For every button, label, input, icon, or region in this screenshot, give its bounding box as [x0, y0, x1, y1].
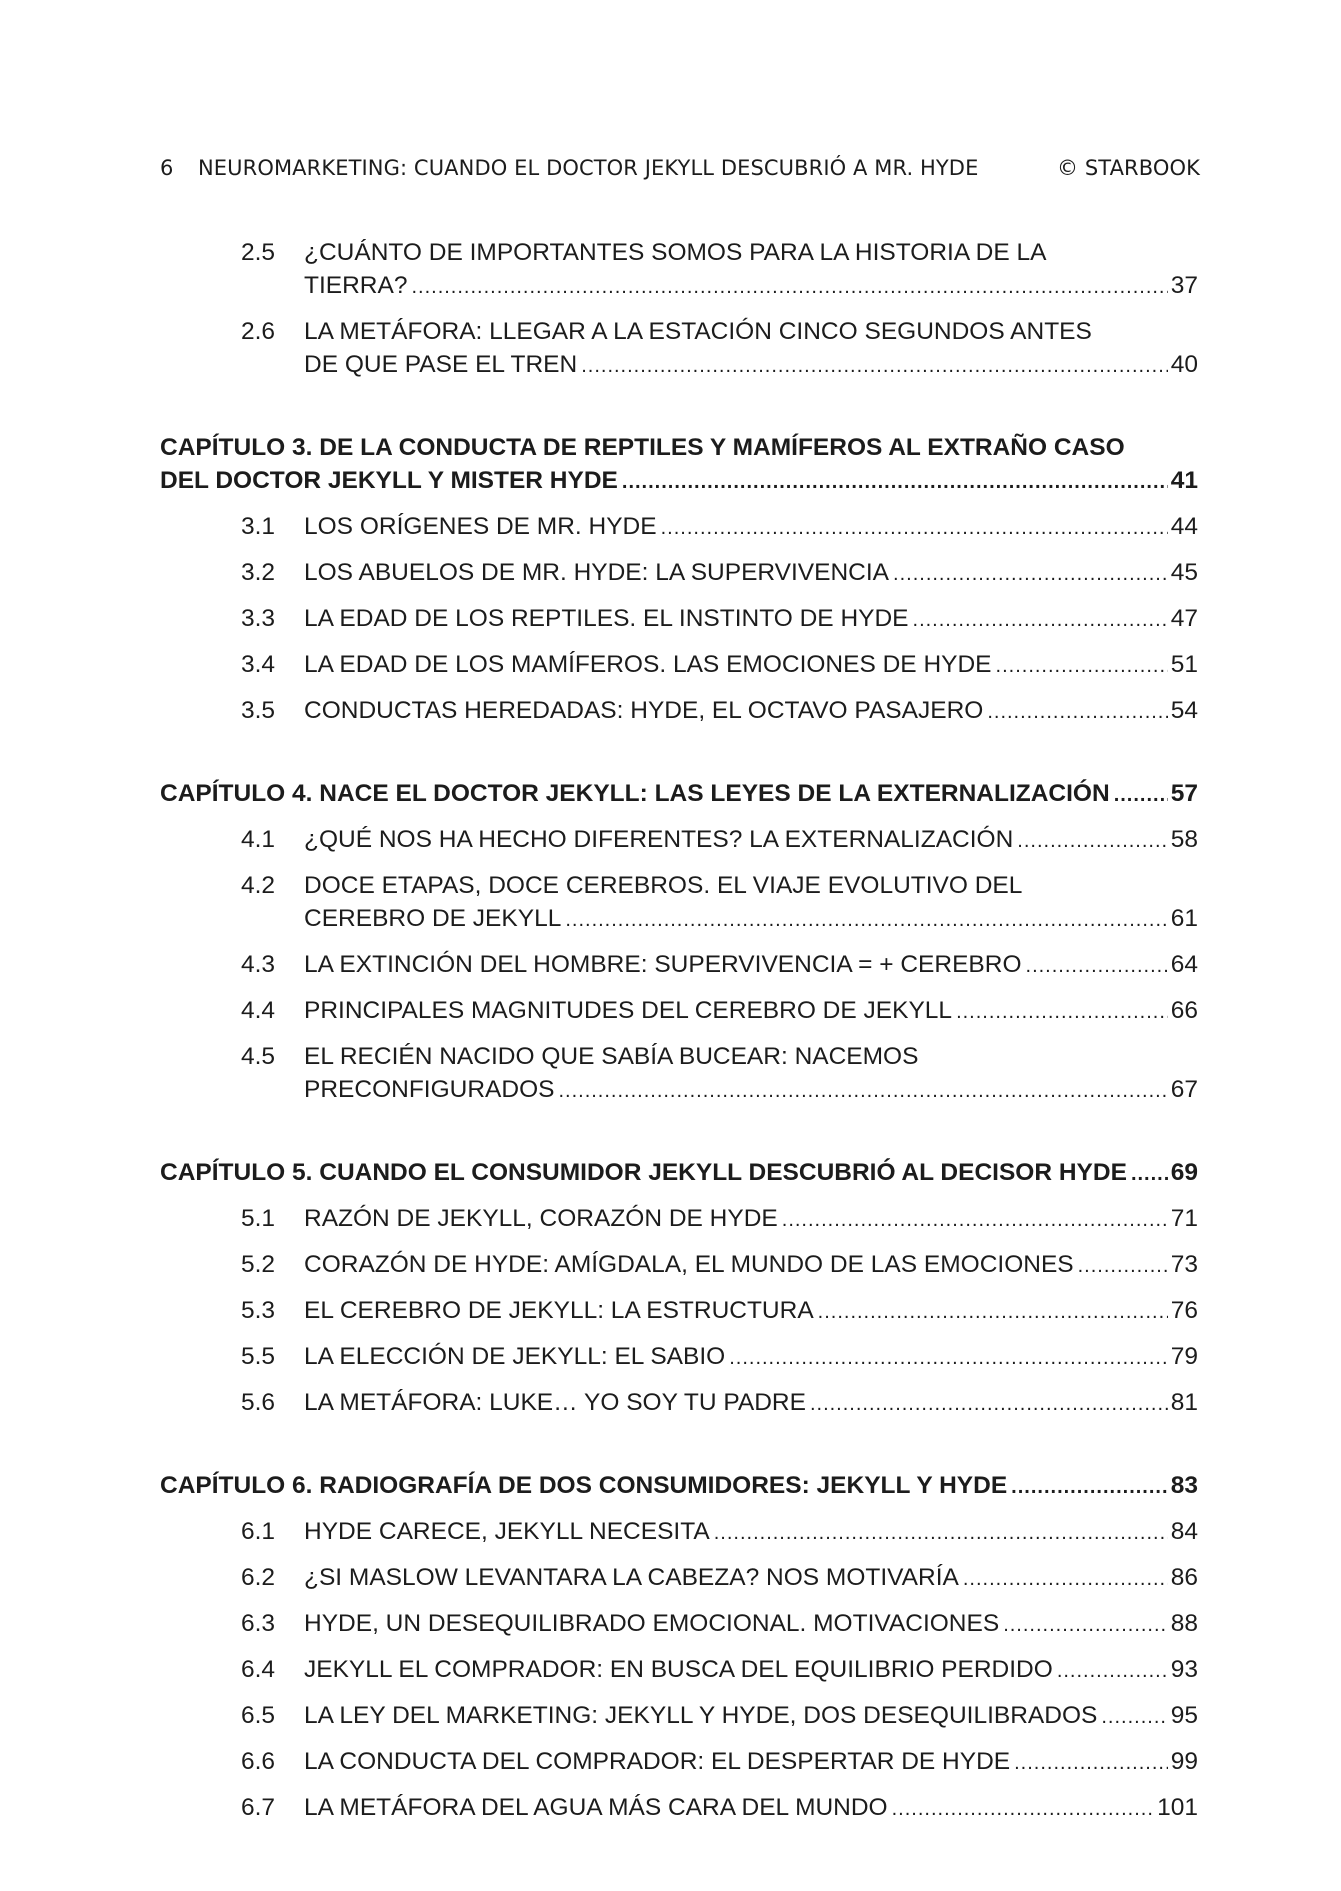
dot-leader	[913, 604, 1168, 637]
section-number: 4.4	[241, 997, 276, 1024]
page-ref: 71	[1170, 1205, 1198, 1232]
section-title: CONDUCTAS HEREDADAS: HYDE, EL OCTAVO PASAJERO	[304, 697, 984, 724]
dot-leader	[581, 350, 1168, 383]
section-title-line-1: ¿CUÁNTO DE IMPORTANTES SOMOS PARA LA HISTORIA DE LA	[304, 239, 1047, 266]
toc-entry-2-6[interactable]	[160, 315, 1198, 383]
toc-entry-3-1[interactable]	[160, 510, 1198, 545]
toc-entry-5-3[interactable]	[160, 1294, 1198, 1329]
section-number: 6.1	[241, 1518, 276, 1545]
page-number: 6	[160, 156, 174, 180]
dot-leader	[782, 1204, 1168, 1237]
publisher-name: © STARBOOK	[1056, 156, 1200, 180]
section-title-line-1: LA METÁFORA: LLEGAR A LA ESTACIÓN CINCO SEGUNDOS ANTES	[304, 318, 1092, 345]
section-number: 6.5	[241, 1702, 276, 1729]
section-title: HYDE, UN DESEQUILIBRADO EMOCIONAL. MOTIVACIONES	[304, 1610, 1000, 1637]
section-number: 6.2	[241, 1564, 276, 1591]
page-ref: 37	[1170, 272, 1198, 299]
section-title-line-2: CEREBRO DE JEKYLL	[304, 905, 562, 932]
section-number: 3.2	[241, 559, 276, 586]
section-number: 4.1	[241, 826, 276, 853]
page-ref: 81	[1170, 1389, 1198, 1416]
section-title: LOS ORÍGENES DE MR. HYDE	[304, 513, 657, 540]
toc-entry-5-2[interactable]	[160, 1248, 1198, 1283]
toc-entry-6-2[interactable]	[160, 1561, 1198, 1596]
section-title: LA LEY DEL MARKETING: JEKYLL Y HYDE, DOS DESEQUILIBRADOS	[304, 1702, 1098, 1729]
dot-leader	[1011, 1471, 1168, 1504]
book-title: NEUROMARKETING: CUANDO EL DOCTOR JEKYLL DESCUBRIÓ A MR. HYDE	[198, 156, 979, 180]
page-ref: 45	[1170, 559, 1198, 586]
dot-leader	[1014, 1747, 1168, 1780]
section-number: 3.3	[241, 605, 276, 632]
section-title: RAZÓN DE JEKYLL, CORAZÓN DE HYDE	[304, 1205, 778, 1232]
dot-leader	[1114, 779, 1168, 812]
page-ref: 51	[1170, 651, 1198, 678]
chapter-title: CAPÍTULO 5. CUANDO EL CONSUMIDOR JEKYLL DESCUBRIÓ AL DECISOR HYDE	[160, 1159, 1127, 1186]
toc-entry-5-6[interactable]	[160, 1386, 1198, 1421]
dot-leader	[1017, 825, 1167, 858]
table-of-contents	[160, 236, 1198, 1837]
dot-leader	[661, 512, 1168, 545]
page-ref: 93	[1170, 1656, 1198, 1683]
section-number: 6.4	[241, 1656, 276, 1683]
dot-leader	[818, 1296, 1168, 1329]
section-title-line-2: TIERRA?	[304, 272, 408, 299]
dot-leader	[987, 696, 1167, 729]
section-number: 2.6	[241, 318, 276, 345]
section-title-line-1: DOCE ETAPAS, DOCE CEREBROS. EL VIAJE EVOLUTIVO DEL	[304, 872, 1023, 899]
toc-entry-3-2[interactable]	[160, 556, 1198, 591]
chapter-title-line-2: DEL DOCTOR JEKYLL Y MISTER HYDE	[160, 467, 618, 494]
section-number: 5.2	[241, 1251, 276, 1278]
section-number: 3.1	[241, 513, 276, 540]
dot-leader	[996, 650, 1168, 683]
toc-entry-3-3[interactable]	[160, 602, 1198, 637]
toc-chapter-6[interactable]	[160, 1469, 1198, 1504]
toc-entry-6-1[interactable]	[160, 1515, 1198, 1550]
dot-leader	[558, 1075, 1167, 1108]
section-title: LA CONDUCTA DEL COMPRADOR: EL DESPERTAR DE HYDE	[304, 1748, 1011, 1775]
toc-entry-4-2[interactable]	[160, 869, 1198, 937]
page-ref: 61	[1170, 905, 1198, 932]
page-ref: 69	[1170, 1159, 1198, 1186]
page-ref: 47	[1170, 605, 1198, 632]
dot-leader	[1078, 1250, 1168, 1283]
section-title: LA EDAD DE LOS MAMÍFEROS. LAS EMOCIONES DE HYDE	[304, 651, 992, 678]
page-ref: 41	[1170, 467, 1198, 494]
section-number: 6.6	[241, 1748, 276, 1775]
page-ref: 95	[1170, 1702, 1198, 1729]
section-title: LOS ABUELOS DE MR. HYDE: LA SUPERVIVENCIA	[304, 559, 890, 586]
page-ref: 79	[1170, 1343, 1198, 1370]
toc-entry-4-5[interactable]	[160, 1040, 1198, 1108]
page-ref: 76	[1170, 1297, 1198, 1324]
toc-entry-6-6[interactable]	[160, 1745, 1198, 1780]
toc-entry-4-4[interactable]	[160, 994, 1198, 1029]
dot-leader	[963, 1563, 1168, 1596]
page-ref: 99	[1170, 1748, 1198, 1775]
dot-leader	[729, 1342, 1168, 1375]
dot-leader	[892, 1793, 1154, 1826]
chapter-title-line-1: CAPÍTULO 3. DE LA CONDUCTA DE REPTILES Y MAMÍFEROS AL EXTRAÑO CASO	[160, 434, 1125, 461]
toc-entry-4-1[interactable]	[160, 823, 1198, 858]
chapter-title: CAPÍTULO 6. RADIOGRAFÍA DE DOS CONSUMIDORES: JEKYLL Y HYDE	[160, 1472, 1008, 1499]
page-ref: 73	[1170, 1251, 1198, 1278]
section-title: LA EDAD DE LOS REPTILES. EL INSTINTO DE HYDE	[304, 605, 909, 632]
page-ref: 101	[1157, 1794, 1198, 1821]
toc-entry-3-5[interactable]	[160, 694, 1198, 729]
dot-leader	[1003, 1609, 1168, 1642]
page-ref: 40	[1170, 351, 1198, 378]
section-number: 3.5	[241, 697, 276, 724]
section-number: 3.4	[241, 651, 276, 678]
section-number: 5.3	[241, 1297, 276, 1324]
page-ref: 84	[1170, 1518, 1198, 1545]
dot-leader	[1026, 950, 1168, 983]
toc-entry-3-4[interactable]	[160, 648, 1198, 683]
toc-entry-5-1[interactable]	[160, 1202, 1198, 1237]
section-title: JEKYLL EL COMPRADOR: EN BUSCA DEL EQUILIBRIO PERDIDO	[304, 1656, 1053, 1683]
section-title: ¿QUÉ NOS HA HECHO DIFERENTES? LA EXTERNALIZACIÓN	[304, 826, 1014, 853]
toc-chapter-4[interactable]	[160, 777, 1198, 812]
toc-entry-6-3[interactable]	[160, 1607, 1198, 1642]
page-ref: 64	[1170, 951, 1198, 978]
section-title: LA ELECCIÓN DE JEKYLL: EL SABIO	[304, 1343, 726, 1370]
toc-entry-4-3[interactable]	[160, 948, 1198, 983]
dot-leader	[1131, 1158, 1168, 1191]
section-title: PRINCIPALES MAGNITUDES DEL CEREBRO DE JEKYLL	[304, 997, 953, 1024]
section-title: EL CEREBRO DE JEKYLL: LA ESTRUCTURA	[304, 1297, 814, 1324]
dot-leader	[893, 558, 1168, 591]
dot-leader	[1057, 1655, 1168, 1688]
section-title: LA METÁFORA DEL AGUA MÁS CARA DEL MUNDO	[304, 1794, 888, 1821]
dot-leader	[411, 271, 1167, 304]
page-ref: 88	[1170, 1610, 1198, 1637]
section-number: 5.1	[241, 1205, 276, 1232]
section-number: 6.3	[241, 1610, 276, 1637]
section-number: 5.6	[241, 1389, 276, 1416]
dot-leader	[810, 1388, 1168, 1421]
section-title: CORAZÓN DE HYDE: AMÍGDALA, EL MUNDO DE LAS EMOCIONES	[304, 1251, 1074, 1278]
page-ref: 54	[1170, 697, 1198, 724]
toc-chapter-5[interactable]	[160, 1156, 1198, 1191]
dot-leader	[714, 1517, 1168, 1550]
toc-entry-6-5[interactable]	[160, 1699, 1198, 1734]
section-title: ¿SI MASLOW LEVANTARA LA CABEZA? NOS MOTIVARÍA	[304, 1564, 959, 1591]
page-ref: 58	[1170, 826, 1198, 853]
section-title: LA EXTINCIÓN DEL HOMBRE: SUPERVIVENCIA = + CEREBRO	[304, 951, 1022, 978]
section-title-line-2: PRECONFIGURADOS	[304, 1076, 555, 1103]
dot-leader	[565, 904, 1167, 937]
dot-leader	[1101, 1701, 1167, 1734]
section-title-line-2: DE QUE PASE EL TREN	[304, 351, 578, 378]
page-ref: 86	[1170, 1564, 1198, 1591]
chapter-title: CAPÍTULO 4. NACE EL DOCTOR JEKYLL: LAS LEYES DE LA EXTERNALIZACIÓN	[160, 780, 1110, 807]
section-number: 4.2	[241, 872, 276, 899]
toc-chapter-3[interactable]	[160, 431, 1198, 499]
page-ref: 44	[1170, 513, 1198, 540]
toc-entry-2-5[interactable]	[160, 236, 1198, 304]
section-number: 6.7	[241, 1794, 276, 1821]
page-ref: 57	[1170, 780, 1198, 807]
dot-leader	[956, 996, 1168, 1029]
page-ref: 67	[1170, 1076, 1198, 1103]
page-ref: 66	[1170, 997, 1198, 1024]
section-number: 4.3	[241, 951, 276, 978]
running-header	[160, 156, 1200, 192]
section-number: 4.5	[241, 1043, 276, 1070]
section-title: LA METÁFORA: LUKE… YO SOY TU PADRE	[304, 1389, 806, 1416]
toc-entry-6-4[interactable]	[160, 1653, 1198, 1688]
section-title-line-1: EL RECIÉN NACIDO QUE SABÍA BUCEAR: NACEMOS	[304, 1043, 919, 1070]
section-title: HYDE CARECE, JEKYLL NECESITA	[304, 1518, 710, 1545]
page-ref: 83	[1170, 1472, 1198, 1499]
section-number: 5.5	[241, 1343, 276, 1370]
section-number: 2.5	[241, 239, 276, 266]
dot-leader	[622, 466, 1168, 499]
toc-entry-5-5[interactable]	[160, 1340, 1198, 1375]
toc-entry-6-7[interactable]	[160, 1791, 1198, 1826]
